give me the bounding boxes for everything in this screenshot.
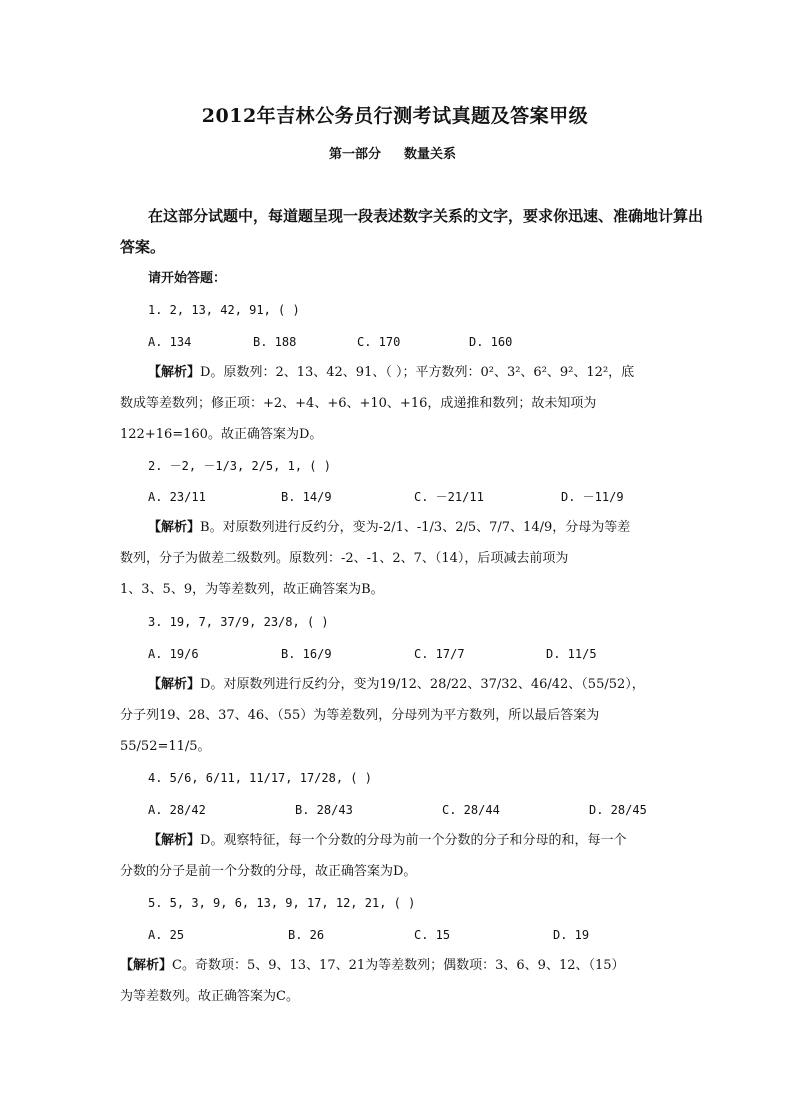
analysis-line: 数成等差数列；修正项：+2、+4、+6、+10、+16，成递推和数列；故未知项为 xyxy=(120,396,597,411)
analysis-line: 1、3、5、9，为等差数列，故正确答案为B。 xyxy=(120,582,384,597)
analysis-line: 分数的分子是前一个分数的分母，故正确答案为D。 xyxy=(120,864,417,879)
analysis-line xyxy=(148,832,626,850)
intro-line-2: 答案。 xyxy=(120,238,166,256)
analysis-line xyxy=(120,957,625,975)
option-a: A. 28/42 xyxy=(148,803,206,817)
analysis-line xyxy=(148,519,630,537)
option-a: A. 23/11 xyxy=(148,490,206,504)
analysis-text: C。奇数项：5、9、13、17、21为等差数列；偶数项：3、6、9、12、（15） xyxy=(172,958,625,973)
analysis-line: 分子列19、28、37、46、（55）为等差数列，分母列为平方数列，所以最后答案为 xyxy=(120,708,600,723)
intro-line-1: 在这部分试题中，每道题呈现一段表述数字关系的文字，要求你迅速、准确地计算出 xyxy=(148,207,704,225)
analysis-line xyxy=(148,364,634,382)
question-stem: 3. 19, 7, 37/9, 23/8, ( ) xyxy=(148,615,329,629)
question-stem: 5. 5, 3, 9, 6, 13, 9, 17, 12, 21, ( ) xyxy=(148,896,416,910)
option-d: D. 19 xyxy=(553,928,590,942)
option-c: C. 28/44 xyxy=(442,803,500,817)
analysis-line: 55/52=11/5。 xyxy=(120,739,211,754)
option-c: C. －21/11 xyxy=(414,490,484,504)
analysis-line: 为等差数列。故正确答案为C。 xyxy=(120,989,299,1004)
option-b: B. 28/43 xyxy=(295,803,353,817)
start-instruction: 请开始答题： xyxy=(148,271,227,286)
analysis-tag: 【解析】 xyxy=(148,833,201,848)
option-b: B. 26 xyxy=(288,928,325,942)
option-b: B. 16/9 xyxy=(281,647,332,661)
option-c: C. 15 xyxy=(414,928,451,942)
option-a: A. 19/6 xyxy=(148,647,199,661)
analysis-tag: 【解析】 xyxy=(148,677,201,692)
part-label: 第一部分 xyxy=(329,147,382,162)
option-b: B. 188 xyxy=(253,335,297,349)
option-a: A. 25 xyxy=(148,928,185,942)
analysis-tag: 【解析】 xyxy=(148,365,201,380)
analysis-tag: 【解析】 xyxy=(120,958,173,973)
part-name: 数量关系 xyxy=(404,147,457,162)
question-stem: 2. －2, －1/3, 2/5, 1, ( ) xyxy=(148,459,331,473)
question-stem: 4. 5/6, 6/11, 11/17, 17/28, ( ) xyxy=(148,771,372,785)
analysis-tag: 【解析】 xyxy=(148,520,201,535)
option-a: A. 134 xyxy=(148,335,192,349)
analysis-line: 数列，分子为做差二级数列。原数列：-2、-1、2、7、（14），后项减去前项为 xyxy=(120,551,569,566)
analysis-text: B。对原数列进行反约分，变为-2/1、-1/3、2/5、7/7、14/9，分母为等差 xyxy=(200,520,631,535)
analysis-text: D。对原数列进行反约分，变为19/12、28/22、37/32、46/42、（55/52）， xyxy=(200,677,645,692)
analysis-text: D。原数列：2、13、42、91、（ ）；平方数列：0²、3²、6²、9²、12²，底 xyxy=(200,365,635,380)
option-d: D. 28/45 xyxy=(589,803,647,817)
option-d: D. －11/9 xyxy=(561,490,624,504)
analysis-line xyxy=(148,676,645,694)
option-b: B. 14/9 xyxy=(281,490,332,504)
document-title: 2012年吉林公务员行测考试真题及答案甲级 xyxy=(201,105,589,127)
analysis-text: D。观察特征，每一个分数的分母为前一个分数的分子和分母的和，每一个 xyxy=(200,833,627,848)
option-d: D. 160 xyxy=(469,335,513,349)
option-c: C. 17/7 xyxy=(414,647,465,661)
question-stem: 1. 2, 13, 42, 91, ( ) xyxy=(148,303,300,317)
analysis-line: 122+16=160。故正确答案为D。 xyxy=(120,427,323,442)
option-c: C. 170 xyxy=(357,335,401,349)
option-d: D. 11/5 xyxy=(546,647,597,661)
